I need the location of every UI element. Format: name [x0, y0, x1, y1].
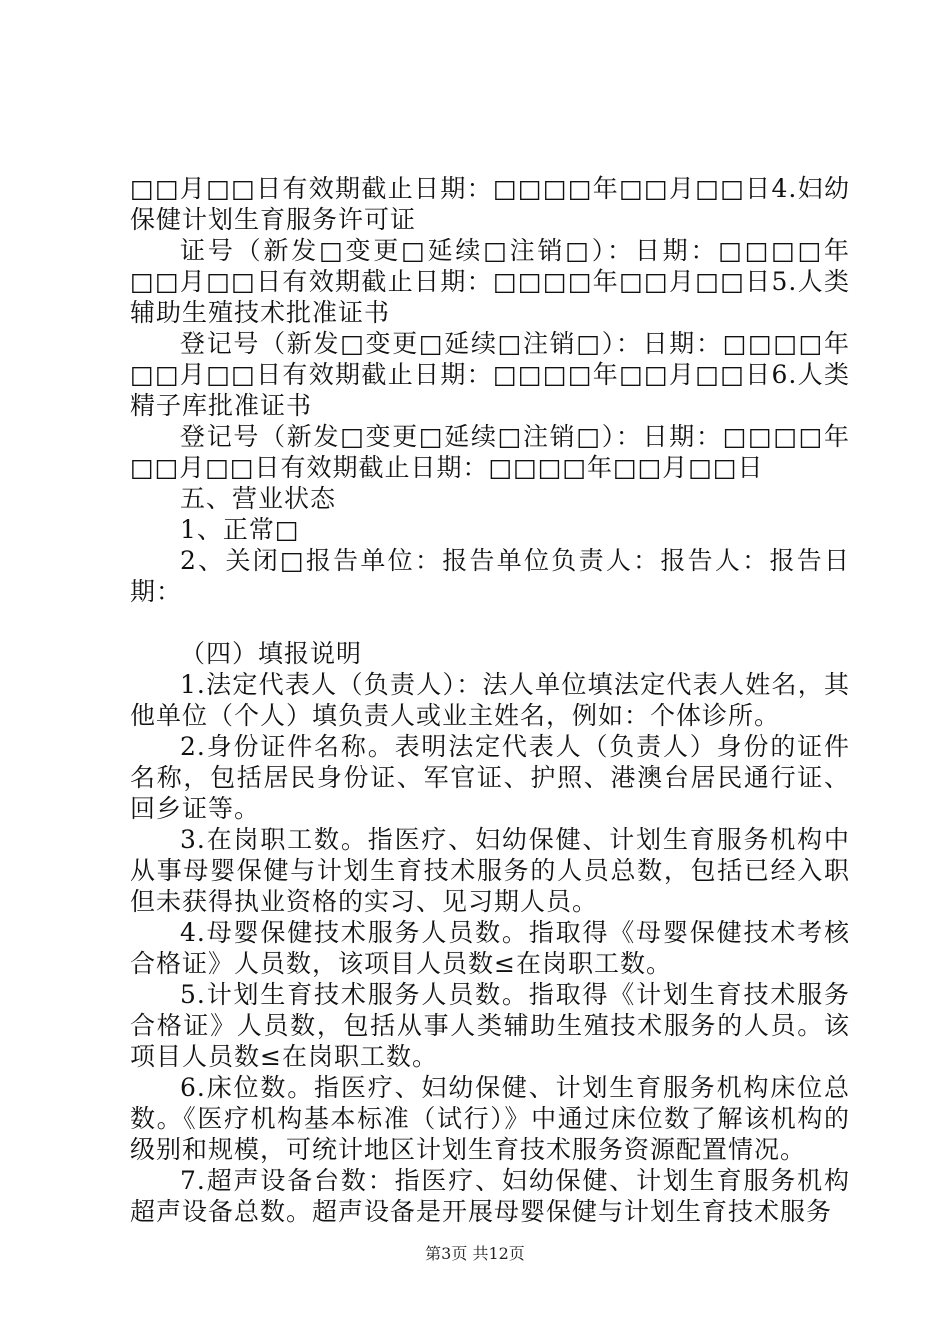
instruction-item-5: 5.计划生育技术服务人员数。指取得《计划生育技术服务合格证》人员数，包括从事人类辅助生殖技术服务的人员。该项目人员数≤在岗职工数。: [130, 980, 850, 1071]
instruction-item-1: 1.法定代表人（负责人）：法人单位填法定代表人姓名，其他单位（个人）填负责人或业主姓名，例如：个体诊所。: [130, 670, 850, 730]
instruction-item-3: 3.在岗职工数。指医疗、妇幼保健、计划生育服务机构中从事母婴保健与计划生育技术服务的人员总数，包括已经入职但未获得执业资格的实习、见习期人员。: [130, 825, 850, 916]
instruction-item-6: 6.床位数。指医疗、妇幼保健、计划生育服务机构床位总数。《医疗机构基本标准（试行）》中通过床位数了解该机构的级别和规模，可统计地区计划生育技术服务资源配置情况。: [130, 1073, 850, 1164]
section-heading-filling-instructions: （四）填报说明: [180, 639, 363, 668]
paragraph-license-6-number: 登记号（新发□变更□延续□注销□）：日期：□□□□年□□月□□日有效期截止日期：□□□□年□□月□□日: [130, 422, 850, 482]
instruction-item-7: 7.超声设备台数：指医疗、妇幼保健、计划生育服务机构超声设备总数。超声设备是开展母婴保健与计划生育技术服务: [130, 1166, 850, 1226]
page-number-footer: 第3页 共12页: [425, 1244, 525, 1263]
paragraph-license-4-number: 证号（新发□变更□延续□注销□）：日期：□□□□年□□月□□日有效期截止日期：□□□□年□□月□□日5.人类辅助生殖技术批准证书: [130, 236, 850, 327]
instruction-item-2: 2.身份证件名称。表明法定代表人（负责人）身份的证件名称，包括居民身份证、军官证、护照、港澳台居民通行证、回乡证等。: [130, 732, 850, 823]
paragraph-license-4-tail: □□月□□日有效期截止日期：□□□□年□□月□□日4.妇幼保健计划生育服务许可证: [130, 174, 850, 234]
option-normal: 1、正常□: [180, 515, 300, 544]
option-closed-report-line: 2、关闭□报告单位：报告单位负责人：报告人：报告日期：: [130, 546, 850, 606]
document-body: [130, 173, 850, 1227]
instruction-item-4: 4.母婴保健技术服务人员数。指取得《母婴保健技术考核合格证》人员数，该项目人员数≤在岗职工数。: [130, 918, 850, 978]
paragraph-license-5-number: 登记号（新发□变更□延续□注销□）：日期：□□□□年□□月□□日有效期截止日期：□□□□年□□月□□日6.人类精子库批准证书: [130, 329, 850, 420]
section-heading-business-status: 五、营业状态: [180, 484, 337, 513]
